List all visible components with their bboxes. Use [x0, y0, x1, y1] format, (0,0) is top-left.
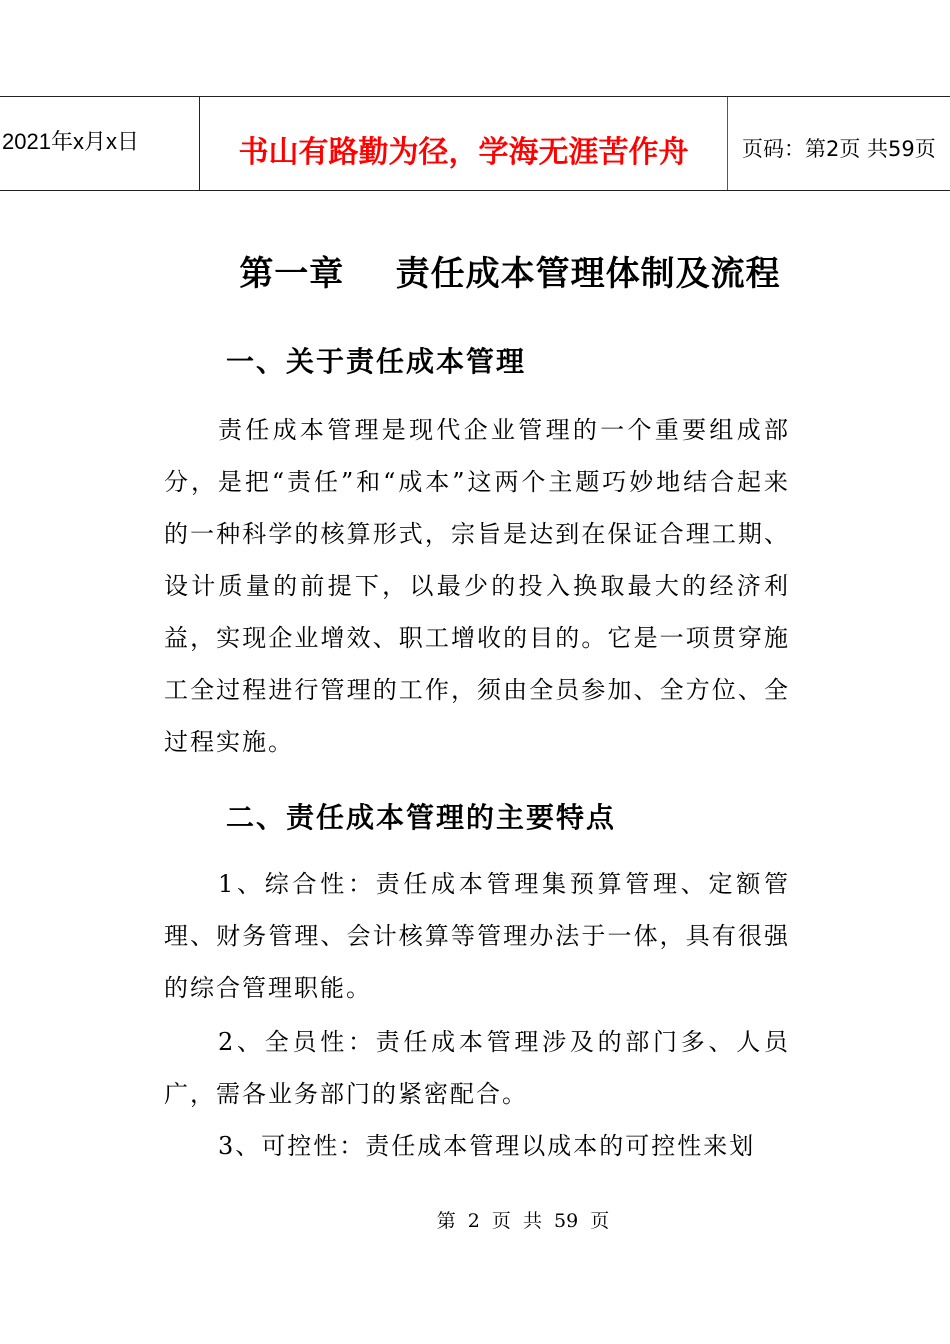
section-2-item-1: 1、综合性：责任成本管理集预算管理、定额管理、财务管理、会计核算等管理办法于一体，具有很强的综合管理职能。 — [164, 870, 790, 1002]
section-heading-2: 二、责任成本管理的主要特点 — [226, 801, 617, 834]
chapter-title: 第一章 责任成本管理体制及流程 — [239, 254, 781, 294]
page-footer: 第 2 页 共 59 页 — [436, 1210, 610, 1232]
section-2-item-3: 3、可控性：责任成本管理以成本的可控性来划 — [218, 1132, 756, 1160]
header-date: 2021年x月x日 — [0, 97, 200, 190]
section-2-item-2: 2、全员性：责任成本管理涉及的部门多、人员广，需各业务部门的紧密配合。 — [164, 1028, 790, 1108]
section-heading-1: 一、关于责任成本管理 — [226, 345, 527, 378]
page-header-table — [0, 96, 950, 191]
header-motto: 书山有路勤为径，学海无涯苦作舟 — [200, 97, 728, 190]
header-page-number: 页码：第2页 共59页 — [742, 136, 936, 161]
section-1-paragraph-1: 责任成本管理是现代企业管理的一个重要组成部分，是把“责任”和“成本”这两个主题巧妙地结合起来的一种科学的核算形式，宗旨是达到在保证合理工期、设计质量的前提下，以最少的投入换取最大的经济利益，实现企业增效、职工增收的目的。它是一项贯穿施工全过程进行管理的工作，须由全员参加、全方位、全过程实施。 — [164, 416, 790, 756]
